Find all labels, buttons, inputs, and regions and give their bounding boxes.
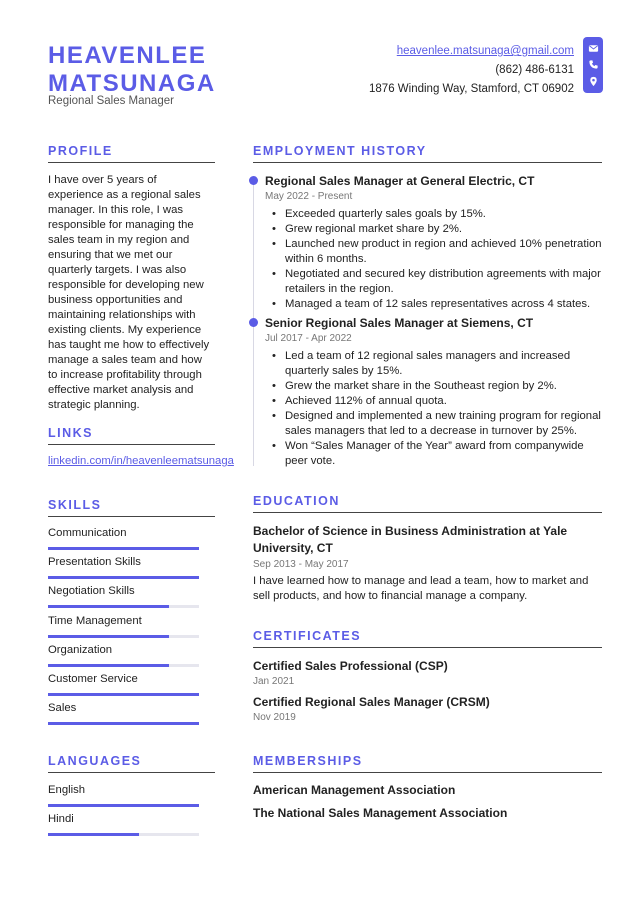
skill-label: Communication xyxy=(48,527,127,539)
skill-level-track xyxy=(48,804,199,807)
job-bullet: • Managed a team of 12 sales representatives across 4 states. xyxy=(265,297,605,312)
profile-text: I have over 5 years of experience as a regional sales manager. In this role, I was responsible for managing the sales team in my region and ensuring that we met our quarterly targets. I was also responsible for developing new business opportunities and maintaining relationships with existing clients. My experience has taught me how to effectively manage a sales team and how to increase profitability through effective market analysis and strategic planning. xyxy=(48,174,210,411)
skill-label: Customer Service xyxy=(48,673,138,685)
skill-item xyxy=(48,527,199,550)
skill-level-fill xyxy=(48,722,199,725)
skill-item xyxy=(48,556,199,579)
certificate-entry xyxy=(253,658,603,689)
education-description: I have learned how to manage and lead a team, how to market and sell products, and how to financial manage a company. xyxy=(253,575,589,602)
education-entry xyxy=(253,523,605,604)
contact-block xyxy=(369,42,574,99)
skill-level-fill xyxy=(48,576,199,579)
job-bullet: • Grew the market share in the Southeast region by 2%. xyxy=(265,379,605,394)
certificate-entry xyxy=(253,694,603,725)
timeline-dot xyxy=(249,318,258,327)
profile-heading: PROFILE xyxy=(48,144,215,163)
skill-item xyxy=(48,813,199,836)
certificates-heading: CERTIFICATES xyxy=(253,629,602,648)
certificate-name: Certified Sales Professional (CSP) xyxy=(253,659,448,673)
skill-level-fill xyxy=(48,833,139,836)
job-dates: Jul 2017 - Apr 2022 xyxy=(265,333,352,344)
job-bullet: • Negotiated and secured key distribution agreements with major retailers in the region. xyxy=(265,267,605,297)
skill-label: Presentation Skills xyxy=(48,556,141,569)
skills-heading: SKILLS xyxy=(48,498,215,517)
skill-label: Hindi xyxy=(48,813,74,825)
skill-level-track xyxy=(48,664,199,667)
linkedin-link[interactable]: linkedin.com/in/heavenleematsunaga xyxy=(48,455,234,467)
skill-item xyxy=(48,615,199,638)
job-entry xyxy=(265,173,605,312)
languages-heading: LANGUAGES xyxy=(48,754,215,773)
skill-item xyxy=(48,702,199,725)
envelope-icon xyxy=(588,43,599,54)
skill-level-fill xyxy=(48,804,199,807)
candidate-name: HEAVENLEE MATSUNAGA xyxy=(48,42,216,97)
skill-level-fill xyxy=(48,693,199,696)
membership-item: The National Sales Management Association xyxy=(253,806,508,820)
address-text: 1876 Winding Way, Stamford, CT 06902 xyxy=(369,83,574,95)
skill-label: Negotiation Skills xyxy=(48,585,135,598)
job-entry xyxy=(265,315,605,469)
email-link[interactable]: heavenlee.matsunaga@gmail.com xyxy=(396,45,574,57)
skill-item xyxy=(48,673,199,696)
certificate-date: Jan 2021 xyxy=(253,676,295,687)
job-bullet: • Led a team of 12 regional sales managers and increased quarterly sales by 15%. xyxy=(265,349,605,379)
skill-label: English xyxy=(48,784,86,796)
degree-title: Bachelor of Science in Business Administration at Yale University, CT xyxy=(253,524,568,555)
employment-heading: EMPLOYMENT HISTORY xyxy=(253,144,602,163)
skill-level-track xyxy=(48,693,199,696)
contact-icon-bar xyxy=(583,37,603,93)
location-pin-icon xyxy=(588,76,599,87)
candidate-title: Regional Sales Manager xyxy=(48,95,174,107)
timeline-dot xyxy=(249,176,258,185)
skill-level-track xyxy=(48,605,199,608)
job-bullets xyxy=(265,349,605,469)
job-bullet: • Grew regional market share by 2%. xyxy=(265,222,605,237)
job-bullet: • Achieved 112% of annual quota. xyxy=(265,394,605,409)
job-bullet: • Designed and implemented a new training program for regional sales managers that led to a decrease in turnover by 25%. xyxy=(265,409,605,439)
education-heading: EDUCATION xyxy=(253,494,602,513)
skill-level-track xyxy=(48,833,199,836)
job-bullet: • Launched new product in region and achieved 10% penetration within 6 months. xyxy=(265,237,605,267)
job-dates: May 2022 - Present xyxy=(265,191,353,202)
phone-text: (862) 486-6131 xyxy=(495,64,574,76)
skill-item xyxy=(48,784,199,807)
job-title: Senior Regional Sales Manager at Siemens, CT xyxy=(265,316,534,330)
job-bullets xyxy=(265,207,605,312)
job-bullet: • Exceeded quarterly sales goals by 15%. xyxy=(265,207,605,222)
skill-label: Sales xyxy=(48,702,77,715)
skill-item xyxy=(48,585,199,608)
job-bullet: • Won “Sales Manager of the Year” award from companywide peer vote. xyxy=(265,439,605,469)
education-dates: Sep 2013 - May 2017 xyxy=(253,559,349,570)
skill-label: Organization xyxy=(48,643,113,656)
skill-level-fill xyxy=(48,605,169,608)
memberships-heading: MEMBERSHIPS xyxy=(253,754,602,773)
job-title: Regional Sales Manager at General Electric, CT xyxy=(265,174,535,188)
membership-item: American Management Association xyxy=(253,783,456,797)
skill-item xyxy=(48,644,199,667)
links-heading: LINKS xyxy=(48,426,215,445)
skill-level-track xyxy=(48,635,199,638)
skill-label: Time Management xyxy=(48,614,142,627)
skill-level-fill xyxy=(48,635,169,638)
skill-level-track xyxy=(48,722,199,725)
skill-level-fill xyxy=(48,547,199,550)
skill-level-fill xyxy=(48,664,169,667)
certificate-name: Certified Regional Sales Manager (CRSM) xyxy=(253,695,490,709)
phone-icon xyxy=(588,59,599,70)
skill-level-track xyxy=(48,547,199,550)
certificate-date: Nov 2019 xyxy=(253,712,296,723)
skill-level-track xyxy=(48,576,199,579)
